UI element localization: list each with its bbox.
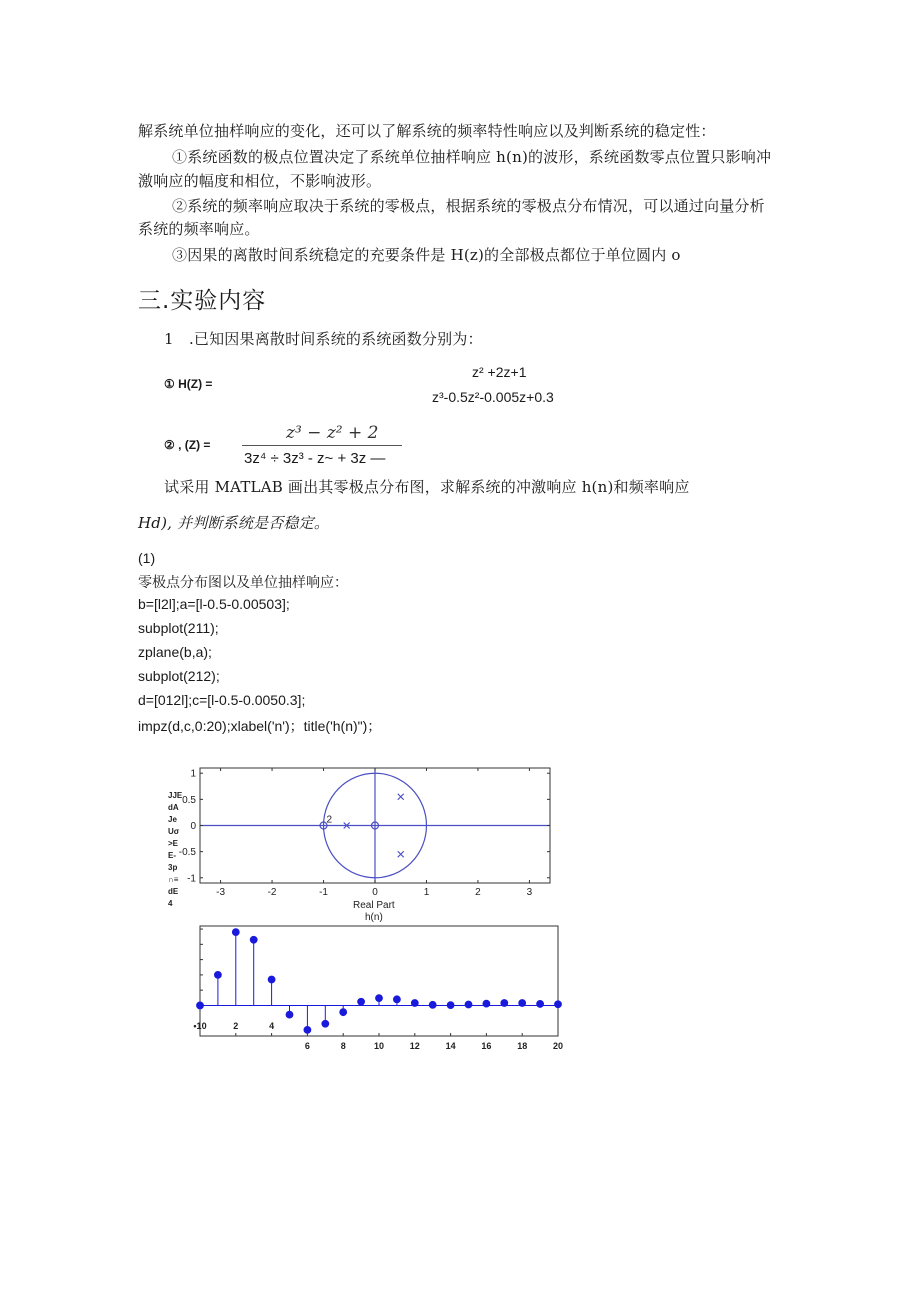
intro-item-1: ①系统函数的极点位置决定了系统单位抽样响应 h(n)的波形，系统函数零点位置只影响冲	[172, 148, 772, 166]
equation-1-label: ① H(Z) =	[164, 377, 213, 391]
task-instruction: 试采用 MATLAB 画出其零极点分布图，求解系统的冲激响应 h(n)和频率响应	[164, 478, 690, 496]
x-tick-label: -1	[319, 887, 328, 898]
code-line: subplot(211);	[138, 620, 219, 636]
y-tick-label: -0.5	[178, 847, 196, 859]
intro-item-2: ②系统的频率响应取决于系统的零极点，根据系统的零极点分布情况，可以通过向量分析	[172, 197, 765, 215]
ylabel-fragment: >E	[168, 839, 179, 848]
stem-marker	[304, 1026, 311, 1033]
ylabel-fragment: dE	[168, 887, 179, 896]
stem-marker	[376, 995, 383, 1002]
code-line: b=[l2l];a=[l-0.5-0.00503];	[138, 596, 290, 612]
equation-2-denominator: 3z⁴ ÷ 3z³ - z~ + 3z —	[244, 450, 386, 467]
stem-marker	[394, 996, 401, 1003]
answer-part: (1)	[138, 550, 156, 566]
stem-marker	[268, 976, 275, 983]
ylabel-fragment: E-	[168, 851, 176, 860]
zero-multiplicity-label: 2	[326, 814, 333, 826]
x-tick-label: •10	[193, 1021, 207, 1031]
stem-marker	[250, 936, 257, 943]
stem-marker	[232, 929, 239, 936]
x-tick-label: 12	[409, 1041, 420, 1051]
x-tick-label: 6	[304, 1041, 310, 1051]
impz-plot	[193, 929, 563, 1051]
ylabel-fragment: 3p	[168, 863, 178, 872]
zplane-plot	[179, 768, 550, 898]
x-tick-label: 20	[552, 1041, 564, 1051]
x-tick-label: 3	[526, 887, 533, 898]
y-tick-label: 0.5	[182, 794, 196, 806]
zplane-xlabel: Real Part	[353, 900, 395, 911]
ylabel-fragment: Je	[168, 815, 177, 824]
code-line: d=[012l];c=[l-0.5-0.0050.3];	[138, 692, 306, 708]
stem-marker	[501, 1000, 508, 1007]
equation-1-denominator: z³-0.5z²-0.005z+0.3	[432, 389, 554, 405]
x-tick-label: 16	[481, 1041, 492, 1051]
section-title: 三.实验内容	[138, 288, 267, 314]
x-tick-label: 2	[475, 887, 481, 898]
stem-marker	[215, 971, 222, 978]
stem-marker	[340, 1009, 347, 1016]
stem-marker	[465, 1001, 472, 1008]
x-tick-label: 8	[340, 1041, 346, 1051]
pole-marker	[398, 851, 404, 857]
x-tick-label: -2	[267, 887, 277, 898]
stem-marker	[322, 1020, 329, 1027]
ylabel-fragment: 4	[168, 899, 173, 908]
x-tick-label: 4	[269, 1021, 275, 1031]
intro-item-2-cont: 系统的频率响应。	[138, 220, 260, 238]
pole-marker	[398, 794, 404, 800]
x-tick-label: 1	[423, 887, 430, 898]
ylabel-fragment: ∩≡	[168, 875, 179, 884]
x-tick-label: 10	[373, 1041, 385, 1051]
code-line: zplane(b,a);	[138, 644, 212, 660]
y-tick-label: -1	[187, 873, 196, 885]
code-line: impz(d,c,0:20);xlabel('n')；title('h(n)")；	[138, 718, 382, 734]
equation-1-numerator: z² +2z+1	[472, 364, 527, 380]
stem-marker	[483, 1000, 490, 1007]
task-intro: 1 .已知因果离散时间系统的系统函数分别为：	[164, 330, 483, 348]
stem-marker	[197, 1002, 204, 1009]
stem-marker	[537, 1001, 544, 1008]
intro-item-1-cont: 激响应的幅度和相位，不影响波形。	[138, 172, 382, 190]
x-tick-label: 0	[372, 887, 378, 898]
x-tick-label: 2	[233, 1021, 239, 1031]
code-line: subplot(212);	[138, 668, 220, 684]
equation-2-label: ② , (Z) =	[164, 438, 211, 452]
stem-marker	[429, 1001, 436, 1008]
ylabel-fragment: dA	[168, 803, 179, 812]
stem-marker	[447, 1002, 454, 1009]
y-tick-label: 0	[190, 821, 196, 832]
x-tick-label: -3	[216, 887, 226, 898]
stem-marker	[519, 1000, 526, 1007]
intro-item-3: ③因果的离散时间系统稳定的充要条件是 H(z)的全部极点都位于单位圆内 o	[172, 246, 681, 264]
stem-marker	[411, 1000, 418, 1007]
ylabel-fragment: Uσ	[168, 827, 180, 836]
task-instruction-cont: Hd), 并判断系统是否稳定。	[138, 514, 330, 532]
intro-line: 解系统单位抽样响应的变化，还可以了解系统的频率特性响应以及判断系统的稳定性：	[138, 122, 716, 140]
ylabel-fragment: JJE	[168, 791, 183, 800]
answer-heading: 零极点分布图以及单位抽样响应：	[138, 575, 348, 591]
y-tick-label: 1	[190, 768, 196, 780]
x-tick-label: 14	[445, 1041, 456, 1051]
stem-marker	[286, 1011, 293, 1018]
fraction-bar	[242, 445, 402, 446]
impz-title: h(n)	[365, 912, 383, 923]
equation-2-numerator: z³ − z² + 2	[286, 423, 379, 443]
stem-marker	[555, 1001, 562, 1008]
matlab-figure	[160, 758, 570, 1063]
x-tick-label: 18	[517, 1041, 528, 1051]
stem-marker	[358, 998, 365, 1005]
